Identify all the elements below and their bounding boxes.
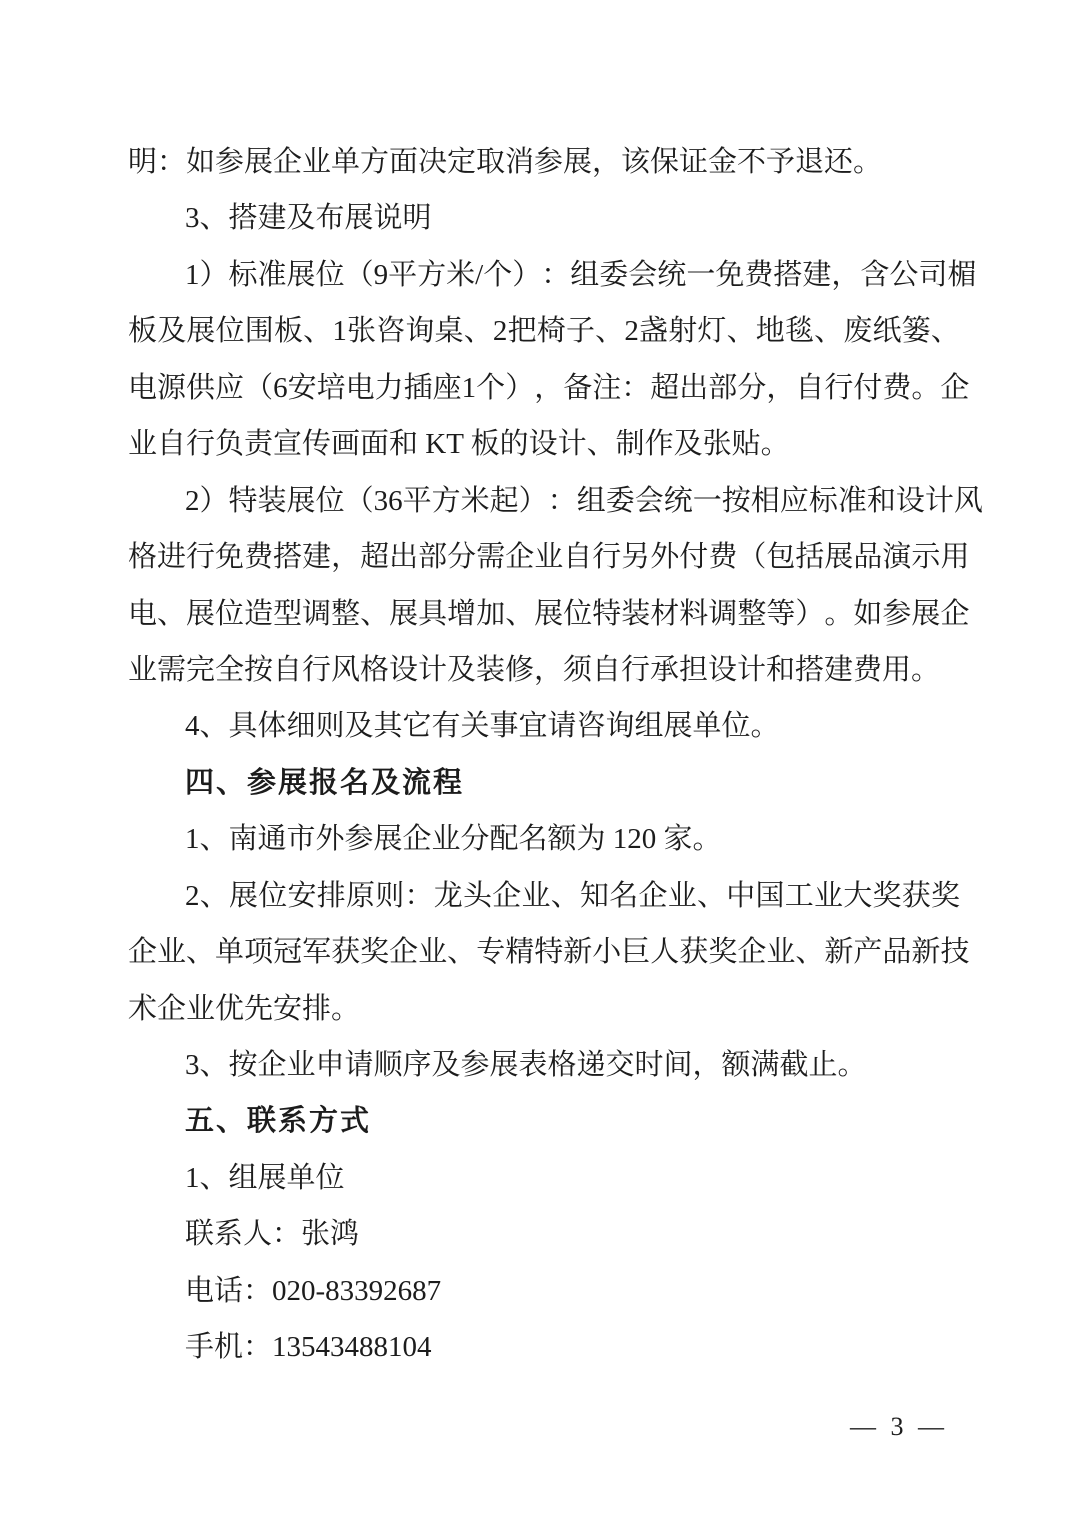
- text-line: 3、搭建及布展说明: [185, 202, 432, 235]
- text-line: 1、南通市外参展企业分配名额为 120 家。: [185, 823, 722, 856]
- document-body: [128, 134, 983, 1376]
- text-line: 1、组展单位: [185, 1161, 345, 1194]
- text-line: 业自行负责宣传画面和 KT 板的设计、制作及张贴。: [128, 428, 790, 461]
- contact-phone-line: 电话：020-83392687: [185, 1274, 442, 1307]
- section-heading-contact: 五、联系方式: [185, 1105, 372, 1138]
- text-line: 3、按企业申请顺序及参展表格递交时间，额满截止。: [185, 1049, 867, 1081]
- text-line: 板 及 展 位 围 板 、 1 张 咨 询 桌 、 2 把 椅 子 、 2 盏 射 灯 、 地 毯 、 废 纸 篓 、: [128, 315, 960, 348]
- page-number: — 3 —: [850, 1412, 948, 1441]
- text-line: 2 ） 特 装 展 位 （ 36 平 方 米 起 ） ： 组 委 会 统 一 按 相 应 标 准 和 设 计 风: [185, 484, 983, 517]
- text-line: 明：如参展企业单方面决定取消参展，该保证金不予退还。: [128, 146, 883, 178]
- text-line: 1 ） 标 准 展 位 （ 9 平 方 米 / 个 ） ： 组 委 会 统 一 免 费 搭 建 ， 含 公 司 楣: [185, 258, 977, 291]
- text-line: 2 、 展 位 安 排 原 则 ： 龙 头 企 业 、 知 名 企 业 、 中 国 工 业 大 奖 获 奖: [185, 879, 960, 912]
- section-heading-registration: 四、参展报名及流程: [185, 766, 465, 799]
- text-line: 术企业优先安排。: [128, 992, 361, 1025]
- text-line: 企 业 、 单 项 冠 军 获 奖 企 业 、 专 精 特 新 小 巨 人 获 奖 企 业 、 新 产 品 新 技: [128, 936, 970, 969]
- text-line: 格 进 行 免 费 搭 建 ， 超 出 部 分 需 企 业 自 行 另 外 付 费 （ 包 括 展 品 演 示 用: [128, 541, 970, 574]
- text-line: 电 源 供 应 （ 6 安 培 电 力 插 座 1 个 ） ， 备 注 ： 超 出 部 分 ， 自 行 付 费 。 企: [128, 371, 970, 404]
- contact-person-line: 联系人：张鸿: [185, 1218, 360, 1251]
- contact-mobile-line: 手机：13543488104: [185, 1331, 432, 1364]
- text-line: 业需完全按自行风格设计及装修，须自行承担设计和搭建费用。: [128, 653, 941, 686]
- text-line: 4、具体细则及其它有关事宜请咨询组展单位。: [185, 710, 780, 743]
- text-line: 电 、 展 位 造 型 调 整 、 展 具 增 加 、 展 位 特 装 材 料 调 整 等 ） 。 如 参 展 企: [128, 597, 970, 630]
